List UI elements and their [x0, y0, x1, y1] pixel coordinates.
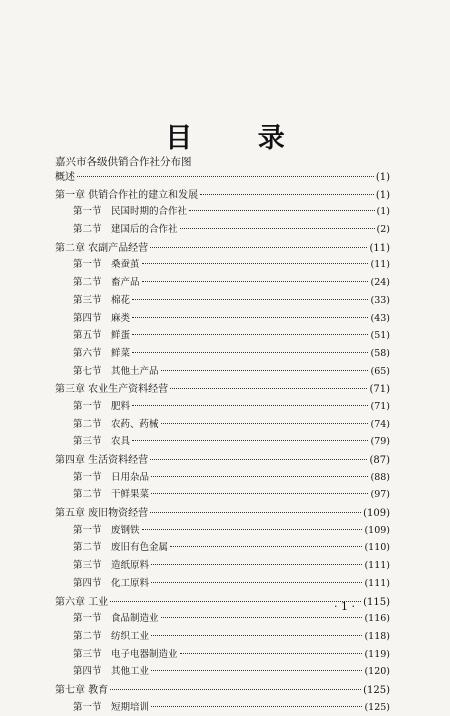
dot-leader: [132, 299, 368, 300]
toc-page-number: (1): [375, 172, 390, 183]
toc-page-number: (111): [364, 577, 390, 589]
toc-entry-label: [73, 699, 149, 713]
toc-section-entry[interactable]: [55, 486, 390, 504]
toc-page-number: (2): [376, 224, 390, 236]
toc-page-number: (71): [369, 384, 390, 396]
toc-section-entry[interactable]: [55, 557, 390, 575]
page-title: 目 录: [165, 123, 313, 154]
toc-page-number: (51): [370, 330, 390, 342]
toc-entry-label: [73, 221, 178, 235]
toc-page-number: (125): [363, 684, 390, 696]
toc-chapter-entry[interactable]: [55, 681, 390, 699]
toc-section-number: 第一节: [73, 400, 102, 412]
dot-leader: [161, 370, 369, 371]
toc-page-number: (119): [364, 648, 390, 660]
toc-page-number: (118): [364, 630, 390, 642]
dot-leader: [151, 564, 362, 565]
toc-chapter-entry[interactable]: [55, 239, 390, 257]
toc-entry-label: [73, 345, 130, 359]
toc-section-number: 第七节: [73, 365, 102, 377]
toc-section-title: 民国时期的合作社: [111, 206, 188, 218]
dot-leader: [170, 546, 362, 547]
toc-section-title: 食品制造业: [111, 613, 159, 625]
toc-entry-label: [73, 433, 130, 447]
toc-section-entry[interactable]: [55, 363, 390, 381]
toc-section-entry[interactable]: [55, 221, 390, 239]
dot-leader: [110, 689, 361, 690]
toc-page-number: (120): [364, 666, 390, 678]
toc-entry-label: [73, 256, 140, 270]
toc-entry-label: [73, 310, 130, 324]
toc-page-number: (97): [370, 489, 390, 501]
toc-section-entry[interactable]: [55, 256, 390, 274]
toc-section-entry[interactable]: [55, 416, 390, 434]
toc-section-entry[interactable]: [55, 628, 390, 646]
toc-section-entry[interactable]: [55, 398, 390, 416]
toc-section-title: 鲜蛋: [111, 330, 131, 342]
toc-page-number: (87): [369, 455, 390, 466]
toc-entry-label: [73, 628, 149, 642]
toc-section-title: 其他工业: [111, 666, 150, 678]
table-of-contents: [55, 168, 390, 716]
toc-section-number: 第四节: [73, 666, 102, 678]
toc-section-title: 废钢铁: [111, 524, 140, 536]
dot-leader: [142, 263, 369, 264]
toc-section-number: 第四节: [73, 312, 102, 324]
toc-entry-label: [73, 469, 149, 483]
toc-page-number: (109): [364, 524, 390, 536]
toc-section-number: 第二节: [73, 277, 102, 289]
toc-section-entry[interactable]: [55, 327, 390, 345]
toc-page-number: (43): [370, 312, 390, 324]
toc-entry-label: 第七章 教育: [55, 684, 109, 696]
toc-entry-label: 第六章 工业: [55, 596, 109, 608]
toc-section-number: 第一节: [73, 471, 102, 483]
toc-page-number: (79): [370, 436, 390, 448]
toc-section-number: 第三节: [73, 648, 102, 660]
toc-page-number: (115): [363, 596, 390, 608]
toc-section-title: 造纸原料: [111, 560, 150, 572]
dot-leader: [132, 405, 368, 406]
toc-section-title: 建国后的合作社: [111, 224, 178, 236]
dot-leader: [200, 194, 374, 195]
toc-entry-label: [73, 575, 149, 589]
toc-entry-label: 第四章 生活资料经营: [55, 455, 149, 466]
toc-section-entry[interactable]: [55, 310, 390, 328]
toc-section-number: 第一节: [73, 259, 102, 271]
toc-entry-label: [73, 522, 140, 536]
toc-entry-label: [73, 292, 130, 306]
toc-page-number: (24): [370, 277, 390, 289]
toc-section-title: 干鲜果菜: [111, 489, 150, 501]
toc-chapter-entry[interactable]: [55, 504, 390, 522]
toc-section-title: 棉花: [111, 294, 131, 306]
toc-entry-label: 第一章 供销合作社的建立和发展: [55, 189, 199, 201]
toc-page-number: (33): [370, 294, 390, 306]
dot-leader: [150, 247, 367, 248]
dot-leader: [142, 281, 369, 282]
dot-leader: [151, 476, 368, 477]
dot-leader: [132, 334, 368, 335]
toc-entry-label: 第五章 废旧物资经营: [55, 508, 149, 520]
toc-section-number: 第三节: [73, 560, 102, 572]
toc-page-number: (11): [369, 242, 390, 254]
toc-page-number: (88): [370, 471, 390, 483]
toc-chapter-entry[interactable]: [55, 186, 390, 204]
toc-section-number: 第一节: [73, 524, 102, 536]
toc-entry-label: 第二章 农副产品经营: [55, 242, 149, 254]
toc-section-number: 第五节: [73, 330, 102, 342]
toc-section-title: 日用杂品: [111, 471, 150, 483]
dot-leader: [77, 176, 374, 177]
toc-page-number: (125): [364, 701, 390, 713]
dot-leader: [161, 423, 369, 424]
toc-entry-label: [73, 486, 149, 500]
toc-section-number: 第二节: [73, 418, 102, 430]
dot-leader: [110, 601, 361, 602]
toc-section-title: 鲜菜: [111, 347, 131, 359]
toc-section-title: 麻类: [111, 312, 131, 324]
toc-section-entry[interactable]: [55, 274, 390, 292]
toc-section-number: 第一节: [73, 206, 102, 218]
toc-entry-label: [73, 203, 187, 217]
toc-section-entry[interactable]: [55, 433, 390, 451]
toc-page-number: (1): [376, 206, 390, 218]
dot-leader: [151, 706, 362, 707]
dot-leader: [180, 228, 375, 229]
toc-entry-label: [73, 646, 178, 660]
toc-section-number: 第二节: [73, 489, 102, 501]
toc-page-number: (116): [364, 613, 390, 625]
dot-leader: [180, 653, 363, 654]
dot-leader: [151, 635, 362, 636]
dot-leader: [142, 529, 363, 530]
toc-section-number: 第四节: [73, 577, 102, 589]
toc-page-number: (65): [370, 365, 390, 377]
toc-page-number: (1): [375, 189, 390, 201]
toc-section-number: 第二节: [73, 542, 102, 554]
toc-page-number: (74): [370, 418, 390, 430]
toc-entry-label: 概述: [55, 172, 75, 183]
dot-leader: [150, 459, 367, 460]
toc-entry-label: [73, 539, 168, 553]
toc-section-entry[interactable]: [55, 522, 390, 540]
toc-section-entry[interactable]: [55, 575, 390, 593]
toc-section-entry[interactable]: [55, 663, 390, 681]
toc-entry-label: [73, 416, 159, 430]
dot-leader: [132, 352, 368, 353]
toc-page-number: (111): [364, 560, 390, 572]
dot-leader: [150, 512, 361, 513]
toc-chapter-entry[interactable]: [55, 168, 390, 186]
toc-section-title: 农具: [111, 436, 131, 448]
dot-leader: [189, 210, 375, 211]
dot-leader: [132, 440, 368, 441]
toc-section-number: 第二节: [73, 224, 102, 236]
toc-section-number: 第三节: [73, 294, 102, 306]
toc-section-title: 纺织工业: [111, 630, 150, 642]
toc-section-number: 第三节: [73, 436, 102, 448]
toc-section-entry[interactable]: [55, 292, 390, 310]
toc-entry-label: [73, 398, 130, 412]
toc-page-number: (58): [370, 347, 390, 359]
toc-section-entry[interactable]: [55, 646, 390, 664]
toc-page-number: (11): [370, 259, 390, 271]
toc-page-number: (109): [363, 508, 390, 520]
page-number: · 1 ·: [334, 600, 355, 613]
toc-section-entry[interactable]: [55, 699, 390, 716]
toc-section-title: 农药、药械: [111, 418, 159, 430]
toc-entry-label: [73, 557, 149, 571]
dot-leader: [151, 582, 362, 583]
toc-section-title: 其他土产品: [111, 365, 159, 377]
toc-chapter-entry[interactable]: [55, 451, 390, 469]
toc-section-title: 桑蚕茧: [111, 259, 140, 271]
toc-section-title: 肥料: [111, 400, 131, 412]
toc-entry-label: [73, 327, 130, 341]
toc-entry-label: [73, 363, 159, 377]
toc-chapter-entry[interactable]: [55, 380, 390, 398]
toc-entry-label: 第三章 农业生产资料经营: [55, 384, 169, 396]
toc-entry-label: [73, 610, 159, 624]
toc-section-entry[interactable]: [55, 539, 390, 557]
toc-entry-label: [73, 274, 140, 288]
dot-leader: [132, 317, 368, 318]
toc-section-title: 短期培训: [111, 701, 150, 713]
toc-entry-label: [73, 663, 149, 677]
toc-section-entry[interactable]: [55, 469, 390, 487]
toc-page-number: (71): [370, 400, 390, 412]
toc-section-entry[interactable]: [55, 203, 390, 221]
toc-section-title: 废旧有色金属: [111, 542, 169, 554]
map-caption: 嘉兴市各级供销合作社分布图: [55, 156, 192, 168]
toc-section-number: 第二节: [73, 630, 102, 642]
dot-leader: [161, 617, 363, 618]
toc-section-number: 第六节: [73, 347, 102, 359]
dot-leader: [151, 670, 362, 671]
toc-section-title: 电子电器制造业: [111, 648, 178, 660]
toc-section-title: 畜产品: [111, 277, 140, 289]
dot-leader: [170, 388, 367, 389]
toc-section-number: 第一节: [73, 701, 102, 713]
toc-section-title: 化工原料: [111, 577, 150, 589]
toc-section-entry[interactable]: [55, 345, 390, 363]
dot-leader: [151, 493, 368, 494]
toc-page-number: (110): [364, 542, 390, 554]
toc-section-number: 第一节: [73, 613, 102, 625]
